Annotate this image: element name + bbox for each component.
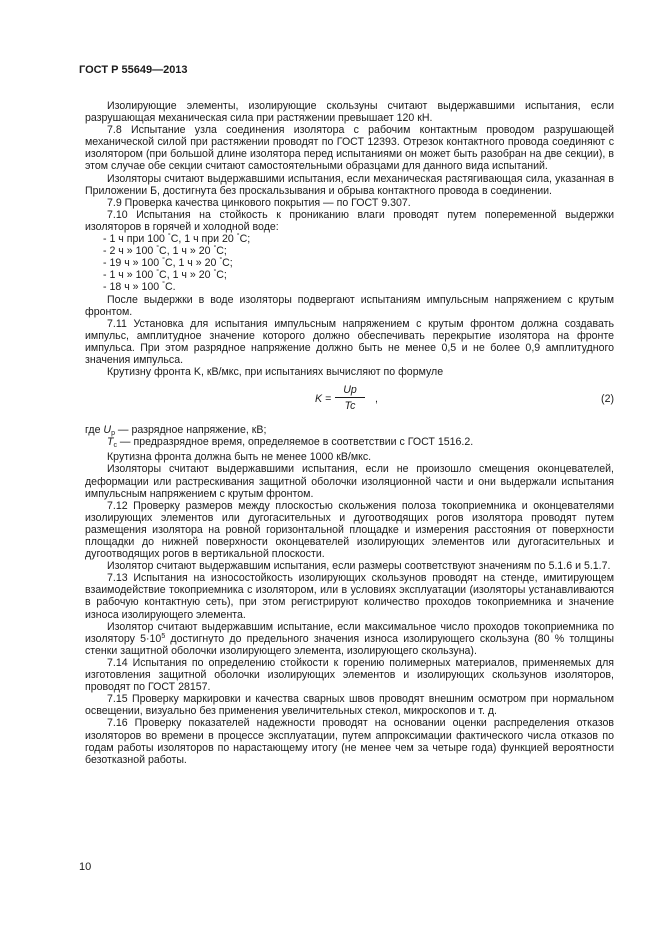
list-item: - 19 ч » 100 °С, 1 ч » 20 °С; [103, 257, 233, 270]
page-number: 10 [79, 861, 92, 873]
paragraph: Изоляторы считают выдержавшими испытания, если не произошло смещения оконцевателей, деформации или растрескивания защитной оболочки изоляционной части и они выдержали испытания импульсным напряжением с крутым фронтом. [85, 463, 614, 500]
paragraph: Крутизну фронта K, кВ/мкс, при испытаниях вычисляют по формуле [107, 366, 444, 379]
formula-fraction [335, 384, 365, 412]
formula-legend-tc: $T_с$ — предразрядное время, определяемое в соответствии с ГОСТ 1516.2. [107, 436, 474, 450]
paragraph: 7.16 Проверку показателей надежности проводят на основании оценки распределения отказов изоляторов во времени в процессе эксплуатации, путем аппроксимации фактического числа отказов по годам работы изоляторов по нарастающему итогу (не менее чем за четыре года) функцией вероятности безотказной работы. [85, 717, 614, 766]
formula-lhs: K = [315, 393, 332, 406]
document-header: ГОСТ Р 55649—2013 [79, 64, 188, 76]
list-item: - 1 ч » 100 °С, 1 ч » 20 °С; [103, 269, 227, 282]
document-body [85, 100, 614, 766]
formula-denominator: Tc [344, 400, 356, 413]
paragraph: Изолятор считают выдержавшим испытание, если максимальное число проходов токоприемника по изолятору $5\cdot 10^5$ достигнуто до предельного значения износа изолирующего скользуна (80 % толщины стенки защитной оболочки изолирующего элемента, изолирующего скользуна). [85, 620, 614, 657]
paragraph: 7.12 Проверку размеров между плоскостью скольжения полоза токоприемника и оконцевателями изолирующих элементов или дугогасительных и дугоотводящих рогов изолятора проводят путем размещения изолятора на ровной горизонтальной площадке и измерения расстояния от поверхности площадки до нижней поверхности оконцевателей изолирующих элементов или дугогасительных и дугоотводящих рогов в вертикальной плоскости. [85, 499, 614, 561]
formula-legend-up: где $U_р$ — разрядное напряжение, кВ; [85, 424, 267, 438]
paragraph: После выдержки в воде изоляторы подвергают испытаниям импульсным напряжением с крутым фронтом. [85, 293, 614, 318]
paragraph: 7.15 Проверку маркировки и качества сварных швов проводят внешним осмотром при нормальном освещении, визуально без применения увеличительных стекол, микроскопов и т. д. [85, 693, 614, 718]
paragraph: Крутизна фронта должна быть не менее 1000 кВ/мкс. [107, 451, 372, 464]
paragraph: Изолятор считают выдержавшим испытания, если размеры соответствуют значениям по 5.1.6 и 5.1.7. [107, 560, 611, 573]
paragraph: 7.10 Испытания на стойкость к проникaнию влаги проводят путем попеременной выдержки изоляторов в горячей и холодной воде: [85, 208, 614, 233]
list-item: - 1 ч при 100 °С, 1 ч при 20 °С; [103, 233, 251, 246]
paragraph: 7.9 Проверка качества цинкового покрытия — по ГОСТ 9.307. [107, 196, 411, 209]
paragraph: Изолирующие элементы, изолирующие скользуны считают выдержавшими испытания, если разрушающая механическая сила при растяжении превышает 120 кН. [85, 100, 614, 125]
paragraph: 7.8 Испытание узла соединения изолятора с рабочим контактным проводом разрушающей механической силой при растяжении проводят по ГОСТ 12393. Отрезок контактного провода соединяют с изолятором (при большой длине изолятора перед испытаниями он может быть разобран на две секции), в этом случае обе секции считают самостоятельными образцами для данного вида испытаний. [85, 124, 614, 173]
list-item: - 18 ч » 100 °С. [103, 281, 176, 294]
formula-number: (2) [601, 393, 614, 406]
formula-comma: , [375, 393, 378, 406]
cycle-list [85, 233, 614, 293]
paragraph: Изоляторы считают выдержавшими испытания, если механическая растягивающая сила, указанная в Приложении Б, достигнута без проскальзывания и обрыва контактного провода в соединении. [85, 172, 614, 197]
paragraph: 7.11 Установка для испытания импульсным напряжением с крутым фронтом должна создавать импульс, амплитудное значение которого должно обеспечивать перекрытие изолятора на фронте импульса. При этом разрядное напряжение должно быть не менее 0,5 и не более 0,9 амплитудного значения импульса. [85, 317, 614, 366]
list-item: - 2 ч » 100 °С, 1 ч » 20 °С; [103, 245, 227, 258]
paragraph: 7.14 Испытания по определению стойкости к горению полимерных материалов, применяемых для изготовления защитной оболочки изолирующих элементов и изолирующих скользунов изоляторов, проводят по ГОСТ 28157. [85, 656, 614, 694]
paragraph: 7.13 Испытания на износостойкость изолирующих скользунов проводят на стенде, имитирующем взаимодействие токоприемника с изолятором, или в условиях эксплуатации (изоляторы устанавливаются в рабочую контактную сеть), при этом регистрируют количество проходов токоприемника и значение износа изолирующего элемента. [85, 572, 614, 621]
formula [85, 384, 614, 420]
formula-numerator: Up [335, 384, 365, 398]
